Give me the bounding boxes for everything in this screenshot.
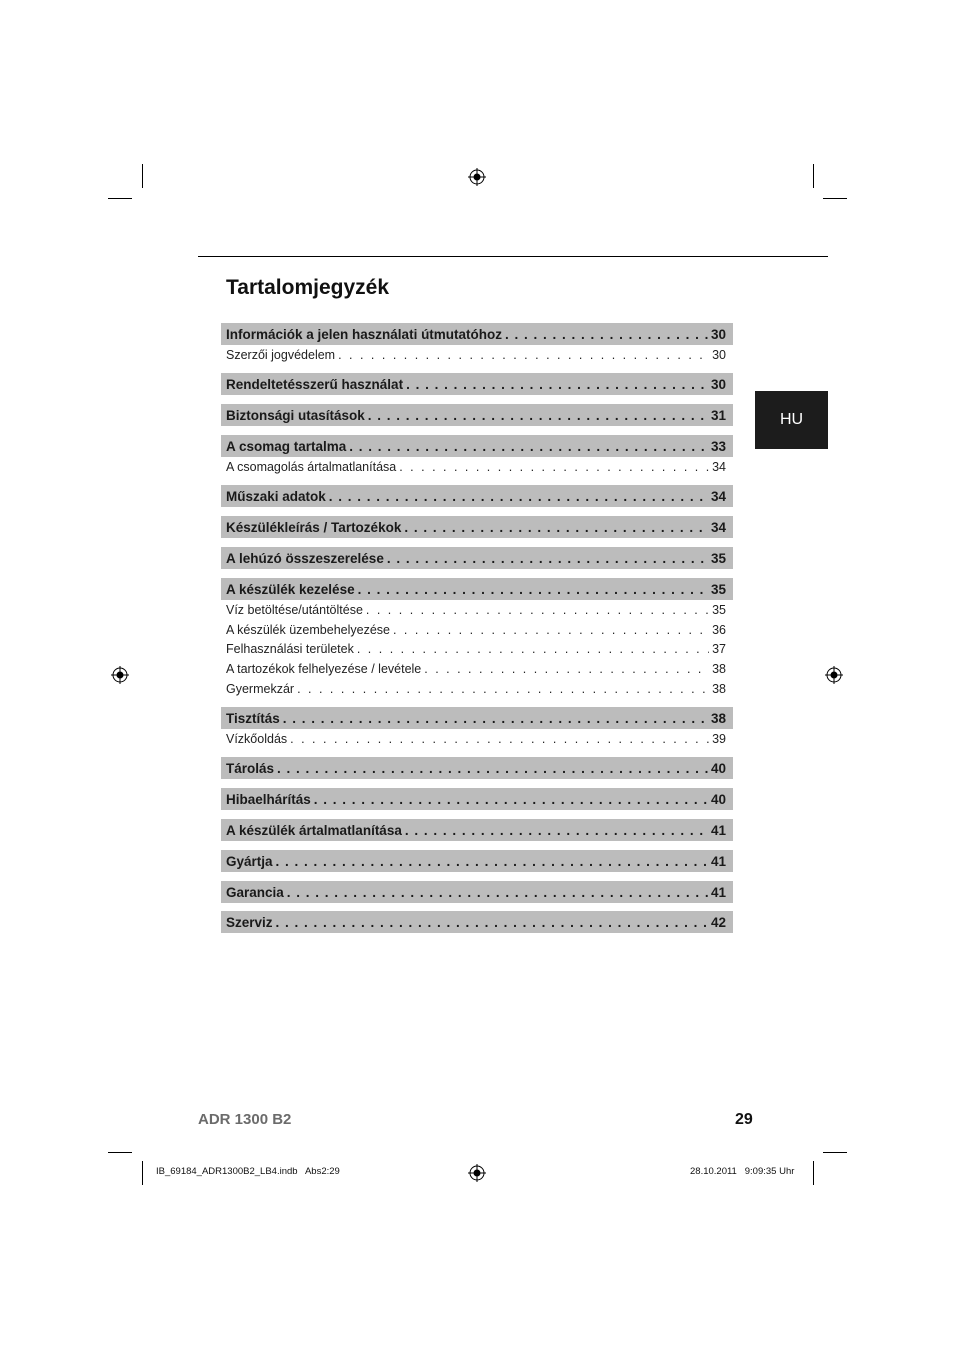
toc-entry-page: 38 [712,682,726,696]
toc-section-row [221,516,733,538]
toc-entry-label: Tisztítás [226,710,280,726]
toc-section-row [221,547,733,569]
page-title: Tartalomjegyzék [226,276,390,299]
toc-leader-dots [505,327,708,342]
toc-section-row [221,578,733,600]
toc-leader-dots [399,460,709,474]
crop-mark [142,1161,143,1185]
toc-entry-page: 42 [710,914,726,930]
language-tab: HU [755,391,828,449]
toc-entry-label: Műszaki adatok [226,488,326,504]
toc-entry-page: 40 [710,791,726,807]
crop-mark [142,164,143,188]
toc-leader-dots [276,915,708,930]
toc-section-row [221,707,733,729]
toc-entry-page: 33 [710,438,726,454]
toc-entry-label: Szerviz [226,914,273,930]
toc-subsection-row [221,458,733,476]
toc-entry-label: Garancia [226,884,284,900]
toc-entry-page: 34 [712,460,726,474]
toc-entry-label: Vízkőoldás [226,732,288,746]
print-slug-file: IB_69184_ADR1300B2_LB4.indb Abs2:29 [156,1166,340,1177]
toc-section-row [221,404,733,426]
toc-subsection-row [221,621,733,639]
toc-entry-page: 38 [710,710,726,726]
toc-entry-label: Szerzői jogvédelem [226,348,336,362]
toc-entry-page: 30 [710,376,726,392]
toc-leader-dots [277,761,708,776]
crop-mark [823,1152,847,1153]
toc-entry-label: Gyermekzár [226,682,295,696]
toc-entry-page: 30 [710,326,726,342]
toc-entry-page: 31 [710,407,726,423]
model-number: ADR 1300 B2 [198,1111,292,1128]
toc-entry-page: 41 [710,853,726,869]
toc-entry-label: A készülék üzembehelyezése [226,623,390,637]
toc-entry-label: Felhasználási területek [226,642,354,656]
crop-mark [813,164,814,188]
toc-entry-label: Hibaelhárítás [226,791,311,807]
toc-entry-page: 35 [710,581,726,597]
toc-leader-dots [368,408,708,423]
toc-leader-dots [393,623,709,637]
toc-entry-label: A készülék kezelése [226,581,355,597]
header-rule [198,256,828,257]
registration-mark-icon [825,666,843,684]
crop-mark [823,198,847,199]
toc-section-row [221,485,733,507]
toc-entry-page: 35 [710,550,726,566]
toc-section-row [221,435,733,457]
toc-subsection-row [221,640,733,658]
crop-mark [108,198,132,199]
toc-leader-dots [290,732,709,746]
toc-entry-label: A csomagolás ártalmatlanítása [226,460,397,474]
toc-leader-dots [276,854,708,869]
toc-leader-dots [404,520,708,535]
crop-mark [813,1161,814,1185]
registration-mark-icon [468,168,486,186]
toc-entry-page: 30 [712,348,726,362]
toc-leader-dots [405,823,708,838]
toc-entry-page: 38 [712,662,726,676]
toc-entry-page: 41 [710,884,726,900]
toc-entry-label: Biztonsági utasítások [226,407,365,423]
toc-entry-label: A tartozékok felhelyezése / levétele [226,662,422,676]
toc-section-row [221,819,733,841]
toc-section-row [221,757,733,779]
toc-entry-label: Információk a jelen használati útmutatóhoz [226,326,503,342]
page-number: 29 [735,1111,753,1128]
toc-entry-page: 41 [710,822,726,838]
toc-entry-page: 39 [712,732,726,746]
toc-leader-dots [287,885,708,900]
print-slug-date: 28.10.2011 9:09:35 Uhr [690,1166,795,1177]
toc-section-row [221,323,733,345]
toc-entry-label: Tárolás [226,760,275,776]
crop-mark [108,1152,132,1153]
toc-subsection-row [221,660,733,678]
toc-section-row [221,911,733,933]
toc-section-row [221,373,733,395]
toc-leader-dots [387,551,708,566]
registration-mark-icon [468,1164,486,1182]
toc-leader-dots [329,489,708,504]
toc-leader-dots [349,439,708,454]
toc-section-row [221,788,733,810]
toc-leader-dots [283,711,708,726]
toc-entry-label: A csomag tartalma [226,438,347,454]
toc-section-row [221,881,733,903]
toc-leader-dots [314,792,708,807]
toc-entry-page: 37 [712,642,726,656]
toc-entry-label: A készülék ártalmatlanítása [226,822,402,838]
toc-entry-label: Víz betöltése/utántöltése [226,603,363,617]
toc-leader-dots [338,348,709,362]
toc-leader-dots [424,662,709,676]
toc-entry-label: Készülékleírás / Tartozékok [226,519,402,535]
toc-entry-page: 35 [712,603,726,617]
toc-entry-page: 36 [712,623,726,637]
toc-leader-dots [358,582,708,597]
toc-subsection-row [221,730,733,748]
toc-entry-page: 34 [710,519,726,535]
toc-subsection-row [221,346,733,364]
toc-entry-label: Gyártja [226,853,273,869]
toc-subsection-row [221,680,733,698]
toc-section-row [221,850,733,872]
toc-entry-label: A lehúzó összeszerelése [226,550,384,566]
toc-entry-page: 40 [710,760,726,776]
toc-entry-label: Rendeltetésszerű használat [226,376,404,392]
toc-leader-dots [357,642,709,656]
toc-leader-dots [366,603,709,617]
registration-mark-icon [111,666,129,684]
toc-subsection-row [221,601,733,619]
toc-entry-page: 34 [710,488,726,504]
toc-leader-dots [297,682,709,696]
toc-leader-dots [406,377,708,392]
